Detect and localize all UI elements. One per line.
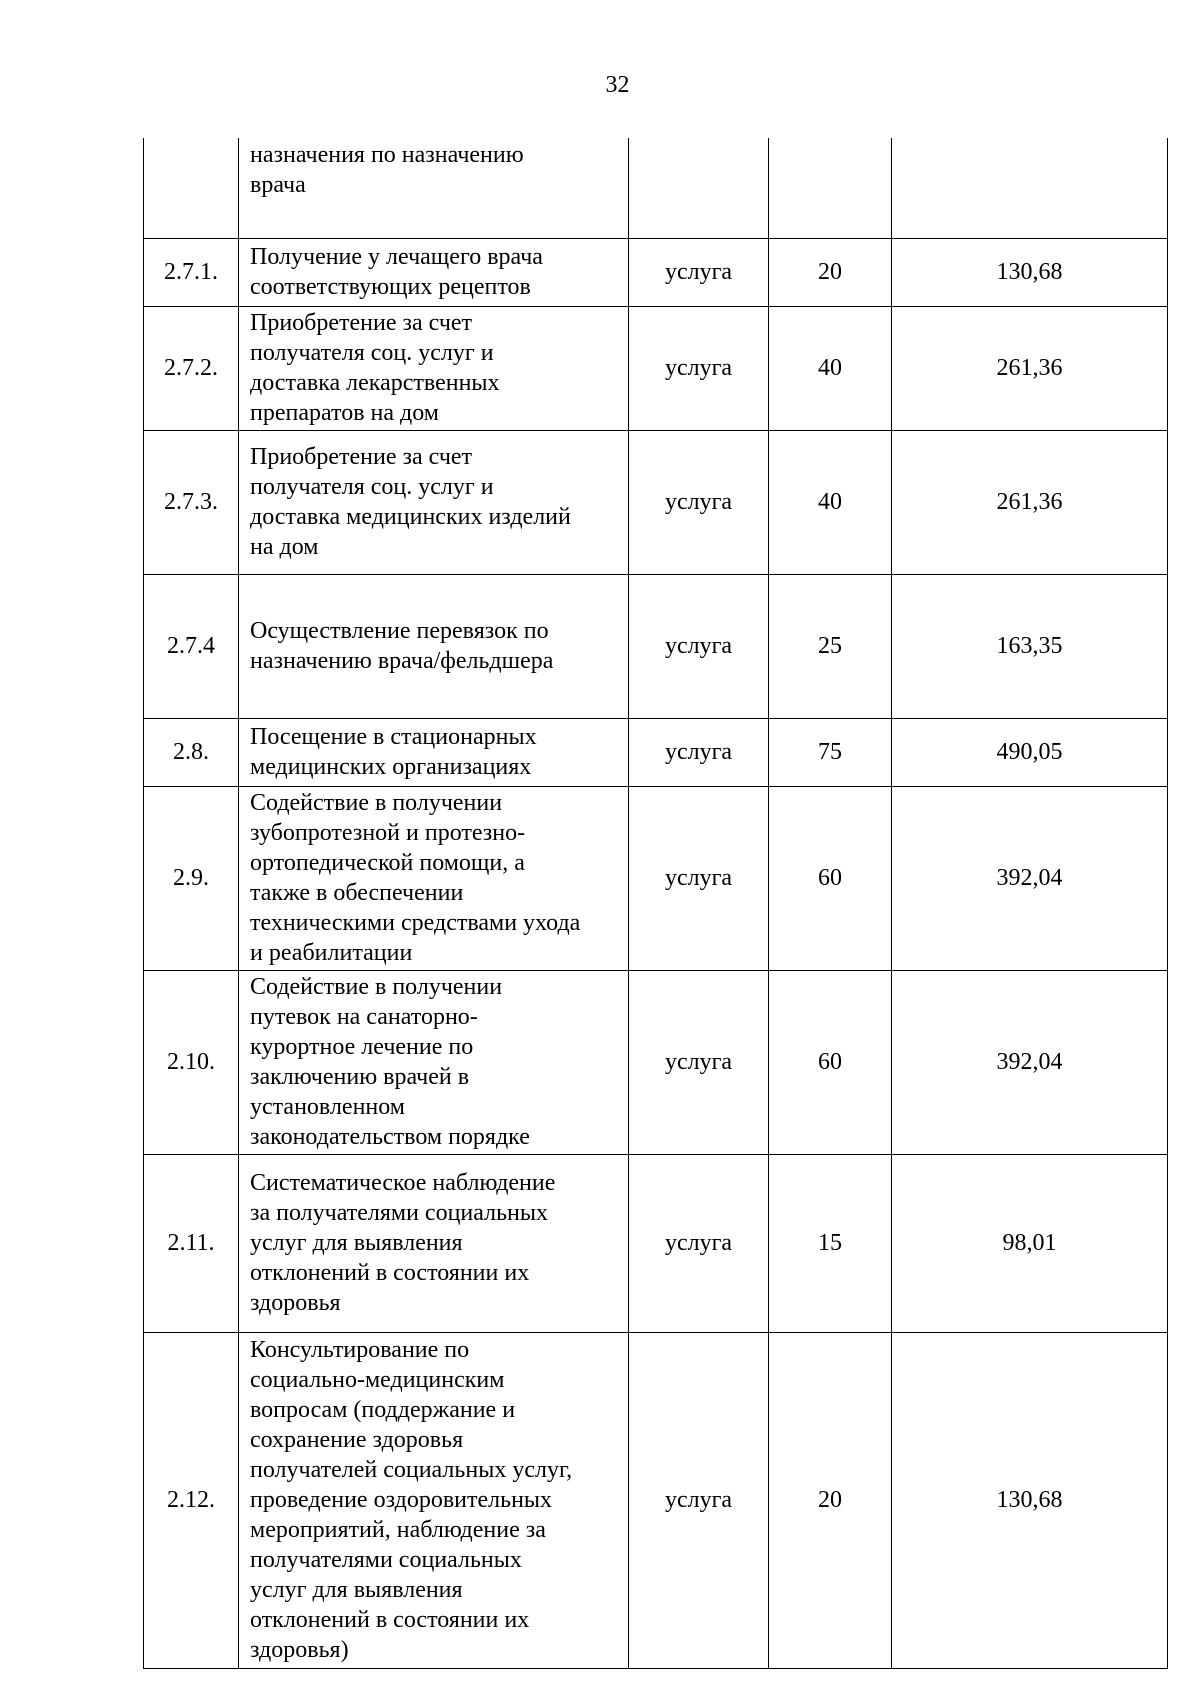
- service-name-line: зубопротезной и протезно-: [250, 820, 526, 846]
- service-name-cell: [239, 430, 629, 574]
- table-row: [144, 306, 1168, 430]
- unit-cell: услуга: [629, 574, 769, 718]
- service-name-cell: [239, 306, 629, 430]
- unit-cell: [629, 138, 769, 238]
- time-norm-cell: [769, 138, 892, 238]
- service-name-cell: [239, 718, 629, 786]
- table-row: [144, 430, 1168, 574]
- service-name-line: Приобретение за счет: [250, 310, 473, 336]
- time-norm-cell: 20: [769, 238, 892, 306]
- service-name-cell: [239, 786, 629, 970]
- service-name-line: доставка медицинских изделий: [250, 504, 571, 530]
- row-number-cell: 2.7.3.: [144, 430, 239, 574]
- unit-cell: услуга: [629, 970, 769, 1154]
- time-norm-cell: 60: [769, 786, 892, 970]
- table-row: [144, 718, 1168, 786]
- unit-cell: услуга: [629, 430, 769, 574]
- table-row: [144, 970, 1168, 1154]
- service-name-line: отклонений в состоянии их: [250, 1260, 530, 1286]
- price-cell: 490,05: [892, 718, 1168, 786]
- service-name-line: Осуществление перевязок по: [250, 618, 549, 644]
- service-name-cell: [239, 138, 629, 238]
- time-norm-cell: 40: [769, 306, 892, 430]
- service-name-line: назначения по назначению: [250, 142, 524, 168]
- service-name-line: проведение оздоровительных: [250, 1487, 553, 1513]
- table-row: [144, 1332, 1168, 1668]
- service-name-line: социально-медицинским: [250, 1367, 505, 1393]
- table-row: [144, 574, 1168, 718]
- service-name-line: Посещение в стационарных: [250, 724, 537, 750]
- time-norm-cell: 25: [769, 574, 892, 718]
- row-number-cell: 2.7.1.: [144, 238, 239, 306]
- service-name-line: Содействие в получении: [250, 974, 503, 1000]
- unit-cell: услуга: [629, 786, 769, 970]
- service-name-line: на дом: [250, 534, 319, 560]
- page-number: 32: [605, 72, 630, 98]
- service-name-line: путевок на санаторно-: [250, 1004, 478, 1030]
- row-number-cell: 2.7.4: [144, 574, 239, 718]
- service-name-line: законодательством порядке: [250, 1124, 530, 1150]
- service-name-line: здоровья): [250, 1637, 349, 1663]
- table-row: [144, 1154, 1168, 1332]
- service-name-line: услуг для выявления: [250, 1577, 463, 1603]
- table-row: [144, 138, 1168, 238]
- time-norm-cell: 20: [769, 1332, 892, 1668]
- table-row: [144, 786, 1168, 970]
- service-name-line: за получателями социальных: [250, 1200, 549, 1226]
- service-name-cell: [239, 1154, 629, 1332]
- row-number-cell: 2.11.: [144, 1154, 239, 1332]
- row-number-cell: 2.9.: [144, 786, 239, 970]
- unit-cell: услуга: [629, 1332, 769, 1668]
- services-table-body: [144, 138, 1168, 1668]
- price-cell: 130,68: [892, 1332, 1168, 1668]
- service-name-line: медицинских организациях: [250, 754, 532, 780]
- service-name-line: вопросам (поддержание и: [250, 1397, 516, 1423]
- service-name-cell: [239, 238, 629, 306]
- service-name-cell: [239, 970, 629, 1154]
- price-cell: 163,35: [892, 574, 1168, 718]
- price-cell: 392,04: [892, 786, 1168, 970]
- time-norm-cell: 60: [769, 970, 892, 1154]
- service-name-line: сохранение здоровья: [250, 1427, 464, 1453]
- service-name-line: отклонений в состоянии их: [250, 1607, 530, 1633]
- price-cell: 261,36: [892, 306, 1168, 430]
- service-name-line: Систематическое наблюдение: [250, 1170, 556, 1196]
- service-name-line: техническими средствами ухода: [250, 910, 581, 936]
- service-name-line: получателей социальных услуг,: [250, 1457, 573, 1483]
- service-name-line: назначению врача/фельдшера: [250, 648, 554, 674]
- service-name-line: мероприятий, наблюдение за: [250, 1517, 546, 1543]
- service-name-line: установленном: [250, 1094, 405, 1120]
- service-name-line: доставка лекарственных: [250, 370, 500, 396]
- service-name-line: здоровья: [250, 1290, 341, 1316]
- service-name-line: курортное лечение по: [250, 1034, 474, 1060]
- service-name-line: услуг для выявления: [250, 1230, 463, 1256]
- service-name-line: получателя соц. услуг и: [250, 340, 494, 366]
- table-row: [144, 238, 1168, 306]
- service-name-line: Приобретение за счет: [250, 444, 473, 470]
- row-number-cell: [144, 138, 239, 238]
- service-name-cell: [239, 1332, 629, 1668]
- service-name-line: заключению врачей в: [250, 1064, 470, 1090]
- service-name-line: врача: [250, 172, 306, 198]
- service-name-line: препаратов на дом: [250, 400, 439, 426]
- row-number-cell: 2.10.: [144, 970, 239, 1154]
- price-cell: 130,68: [892, 238, 1168, 306]
- row-number-cell: 2.7.2.: [144, 306, 239, 430]
- time-norm-cell: 15: [769, 1154, 892, 1332]
- price-cell: 392,04: [892, 970, 1168, 1154]
- unit-cell: услуга: [629, 238, 769, 306]
- price-cell: 261,36: [892, 430, 1168, 574]
- price-cell: [892, 138, 1168, 238]
- service-name-line: получателями социальных: [250, 1547, 522, 1573]
- unit-cell: услуга: [629, 306, 769, 430]
- unit-cell: услуга: [629, 1154, 769, 1332]
- service-name-line: Получение у лечащего врача: [250, 244, 543, 270]
- service-name-line: получателя соц. услуг и: [250, 474, 494, 500]
- service-name-line: Содействие в получении: [250, 790, 503, 816]
- service-name-line: и реабилитации: [250, 940, 413, 966]
- service-name-line: Консультирование по: [250, 1337, 470, 1363]
- service-name-line: соответствующих рецептов: [250, 274, 531, 300]
- services-table: [143, 138, 1168, 1669]
- time-norm-cell: 40: [769, 430, 892, 574]
- service-name-line: ортопедической помощи, а: [250, 850, 525, 876]
- time-norm-cell: 75: [769, 718, 892, 786]
- unit-cell: услуга: [629, 718, 769, 786]
- service-name-cell: [239, 574, 629, 718]
- service-name-line: также в обеспечении: [250, 880, 464, 906]
- row-number-cell: 2.12.: [144, 1332, 239, 1668]
- row-number-cell: 2.8.: [144, 718, 239, 786]
- price-cell: 98,01: [892, 1154, 1168, 1332]
